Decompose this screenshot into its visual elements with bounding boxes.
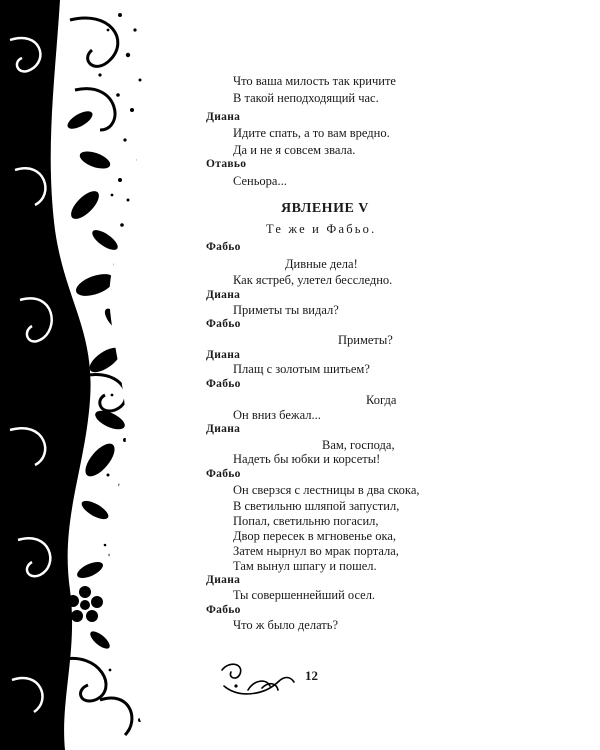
verse-line: Идите спать, а то вам вредно. — [233, 126, 390, 140]
verse-line: Сеньора... — [233, 174, 287, 188]
verse-line: В такой неподходящий час. — [233, 91, 379, 105]
verse-line: Дивные дела! — [285, 257, 358, 271]
page-flourish-icon — [218, 660, 298, 700]
verse-line: Двор пересек в мгновенье ока, — [233, 529, 397, 543]
verse-line: Попал, светильню погасил, — [233, 514, 379, 528]
verse-line: Вам, господа, — [322, 438, 395, 452]
speaker-name: Фабьо — [206, 318, 241, 330]
verse-line: Как ястреб, улетел бесследно. — [233, 273, 393, 287]
speaker-name: Диана — [206, 289, 241, 301]
scene-title: ЯВЛЕНИЕ V — [281, 201, 369, 216]
speaker-name: Диана — [206, 111, 241, 123]
verse-line: Что ж было делать? — [233, 618, 339, 632]
speaker-name: Фабьо — [206, 378, 241, 390]
speaker-name: Фабьо — [206, 604, 241, 616]
verse-line: Он сверзся с лестницы в два скока, — [233, 483, 420, 497]
verse-line: Надеть бы юбки и корсеты! — [233, 452, 381, 466]
verse-line: Там вынул шпагу и пошел. — [233, 559, 377, 573]
verse-line: В светильню шляпой запустил, — [233, 499, 400, 513]
verse-line: Когда — [366, 393, 397, 407]
verse-line: Что ваша милость так кричите — [233, 74, 396, 88]
verse-line: Приметы ты видал? — [233, 303, 339, 317]
speaker-name: Фабьо — [206, 468, 241, 480]
verse-line: Плащ с золотым шитьем? — [233, 362, 370, 376]
speaker-name: Диана — [206, 574, 241, 586]
speaker-name: Диана — [206, 423, 241, 435]
verse-line: Ты совершеннейший осел. — [233, 588, 376, 602]
stage-direction: Те же и Фабьо. — [266, 222, 377, 236]
speaker-name: Диана — [206, 349, 241, 361]
verse-line: Он вниз бежал... — [233, 408, 321, 422]
speaker-name: Отавьо — [206, 158, 247, 170]
page-number: 12 — [305, 668, 318, 683]
verse-line: Затем нырнул во мрак портала, — [233, 544, 399, 558]
verse-line: Приметы? — [338, 333, 393, 347]
verse-line: Да и не я совсем звала. — [233, 143, 356, 157]
speaker-name: Фабьо — [206, 241, 241, 253]
